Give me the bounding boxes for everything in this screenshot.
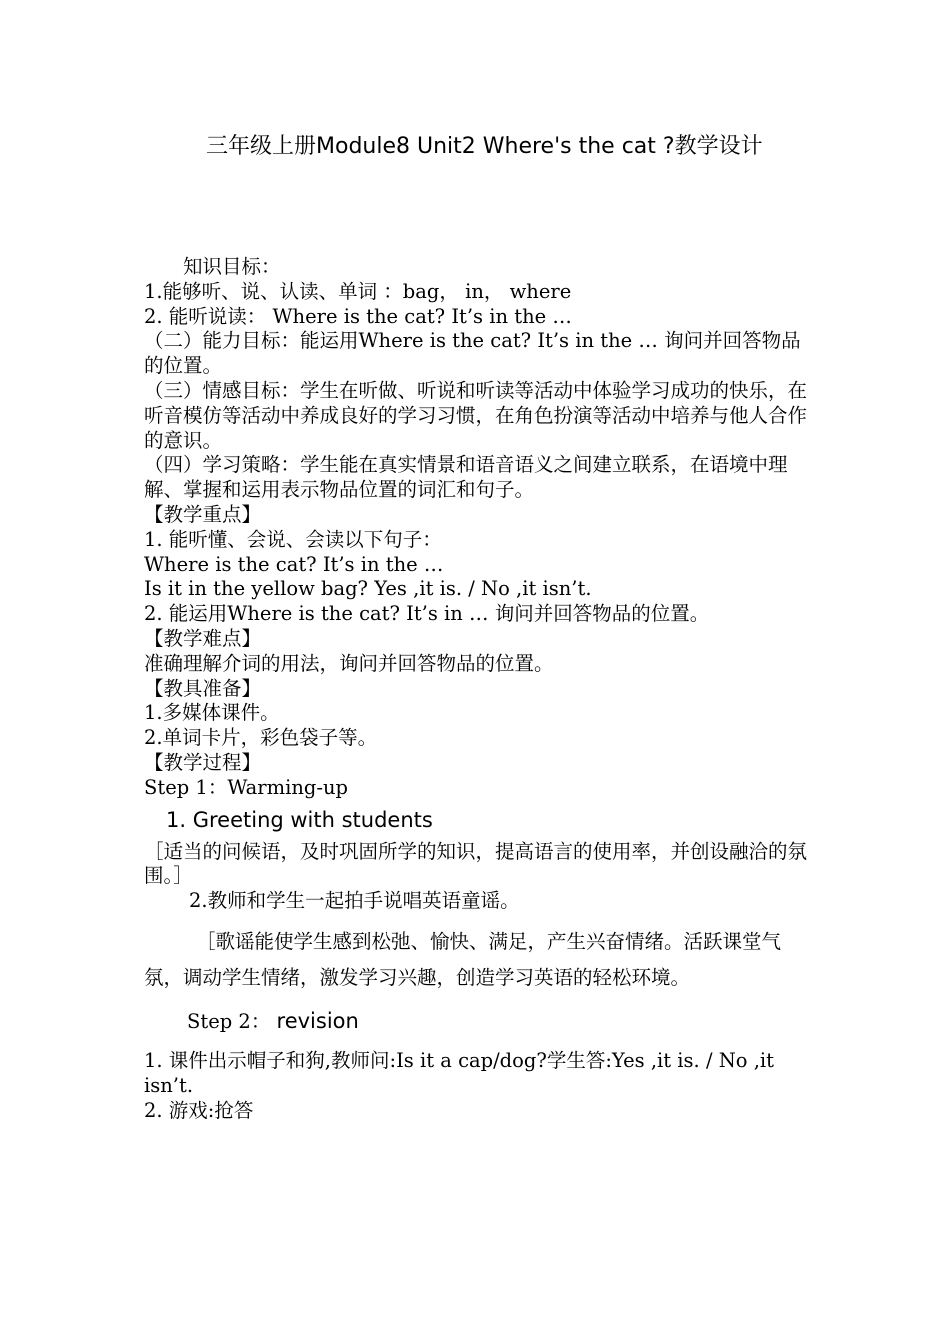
ability-goal: （二）能力目标：能运用Where is the cat? It’s in the … 询问并回答物品的位置。: [144, 329, 801, 378]
preparation-heading: 【教具准备】: [144, 676, 262, 700]
step-1-heading: Step 1：Warming-up: [144, 775, 349, 799]
knowledge-goal-heading: 知识目标：: [183, 255, 281, 278]
step-2-label: Step 2：: [187, 1009, 271, 1033]
step-2-heading: [144, 1006, 812, 1037]
document-title: 三年级上册Module8 Unit2 Where's the cat ?教学设计: [206, 134, 763, 159]
process-heading: 【教学过程】: [144, 750, 262, 774]
key-point-1-sentence-a: Where is the cat? It’s in the …: [144, 552, 444, 576]
learning-strategy: （四）学习策略：学生能在真实情景和语音语义之间建立联系，在语境中理解、掌握和运用表示物品位置的词汇和句子。: [144, 453, 788, 502]
greeting-note: ［适当的问候语，及时巩固所学的知识，提高语言的使用率，并创设融洽的氛围。］: [144, 839, 808, 888]
revision-item-2: 2. 游戏:抢答: [144, 1098, 254, 1122]
key-point-1-sentence-b: Is it in the yellow bag? Yes ,it is. / No ,it isn’t.: [144, 577, 592, 601]
knowledge-item-2: 2. 能听说读： Where is the cat? It’s in the …: [144, 304, 572, 328]
key-points-heading: 【教学重点】: [144, 502, 262, 526]
greeting-item: 1. Greeting with students: [166, 807, 433, 832]
chant-note: ［歌谣能使学生感到松弛、愉快、满足，产生兴奋情绪。活跃课堂气氛，调动学生情绪，激发学习兴趣，创造学习英语的轻松环境。: [144, 929, 782, 989]
preparation-item-2: 2.单词卡片，彩色袋子等。: [144, 726, 378, 750]
step-2-word: revision: [276, 1008, 359, 1033]
difficulty-item: 准确理解介词的用法，询问并回答物品的位置。: [144, 651, 554, 675]
knowledge-item-1: 1.能够听、说、认读、单词 ：bag， in， where: [144, 279, 572, 303]
difficulty-heading: 【教学难点】: [144, 626, 262, 650]
key-point-1: 1. 能听懂、会说、会读以下句子：: [144, 527, 442, 551]
preparation-item-1: 1.多媒体课件。: [144, 701, 280, 725]
chant-item: 2.教师和学生一起拍手说唱英语童谣。: [189, 889, 520, 913]
key-point-2: 2. 能运用Where is the cat? It’s in … 询问并回答物品的位置。: [144, 602, 710, 626]
revision-item-1: 1. 课件出示帽子和狗,教师问:Is it a cap/dog?学生答:Yes ,it is. / No ,it isn’t.: [144, 1048, 774, 1097]
document-body: [144, 255, 812, 1123]
emotion-goal: （三）情感目标：学生在听做、听说和听读等活动中体验学习成功的快乐，在听音模仿等活动中养成良好的学习习惯，在角色扮演等活动中培养与他人合作的意识。: [144, 378, 808, 452]
